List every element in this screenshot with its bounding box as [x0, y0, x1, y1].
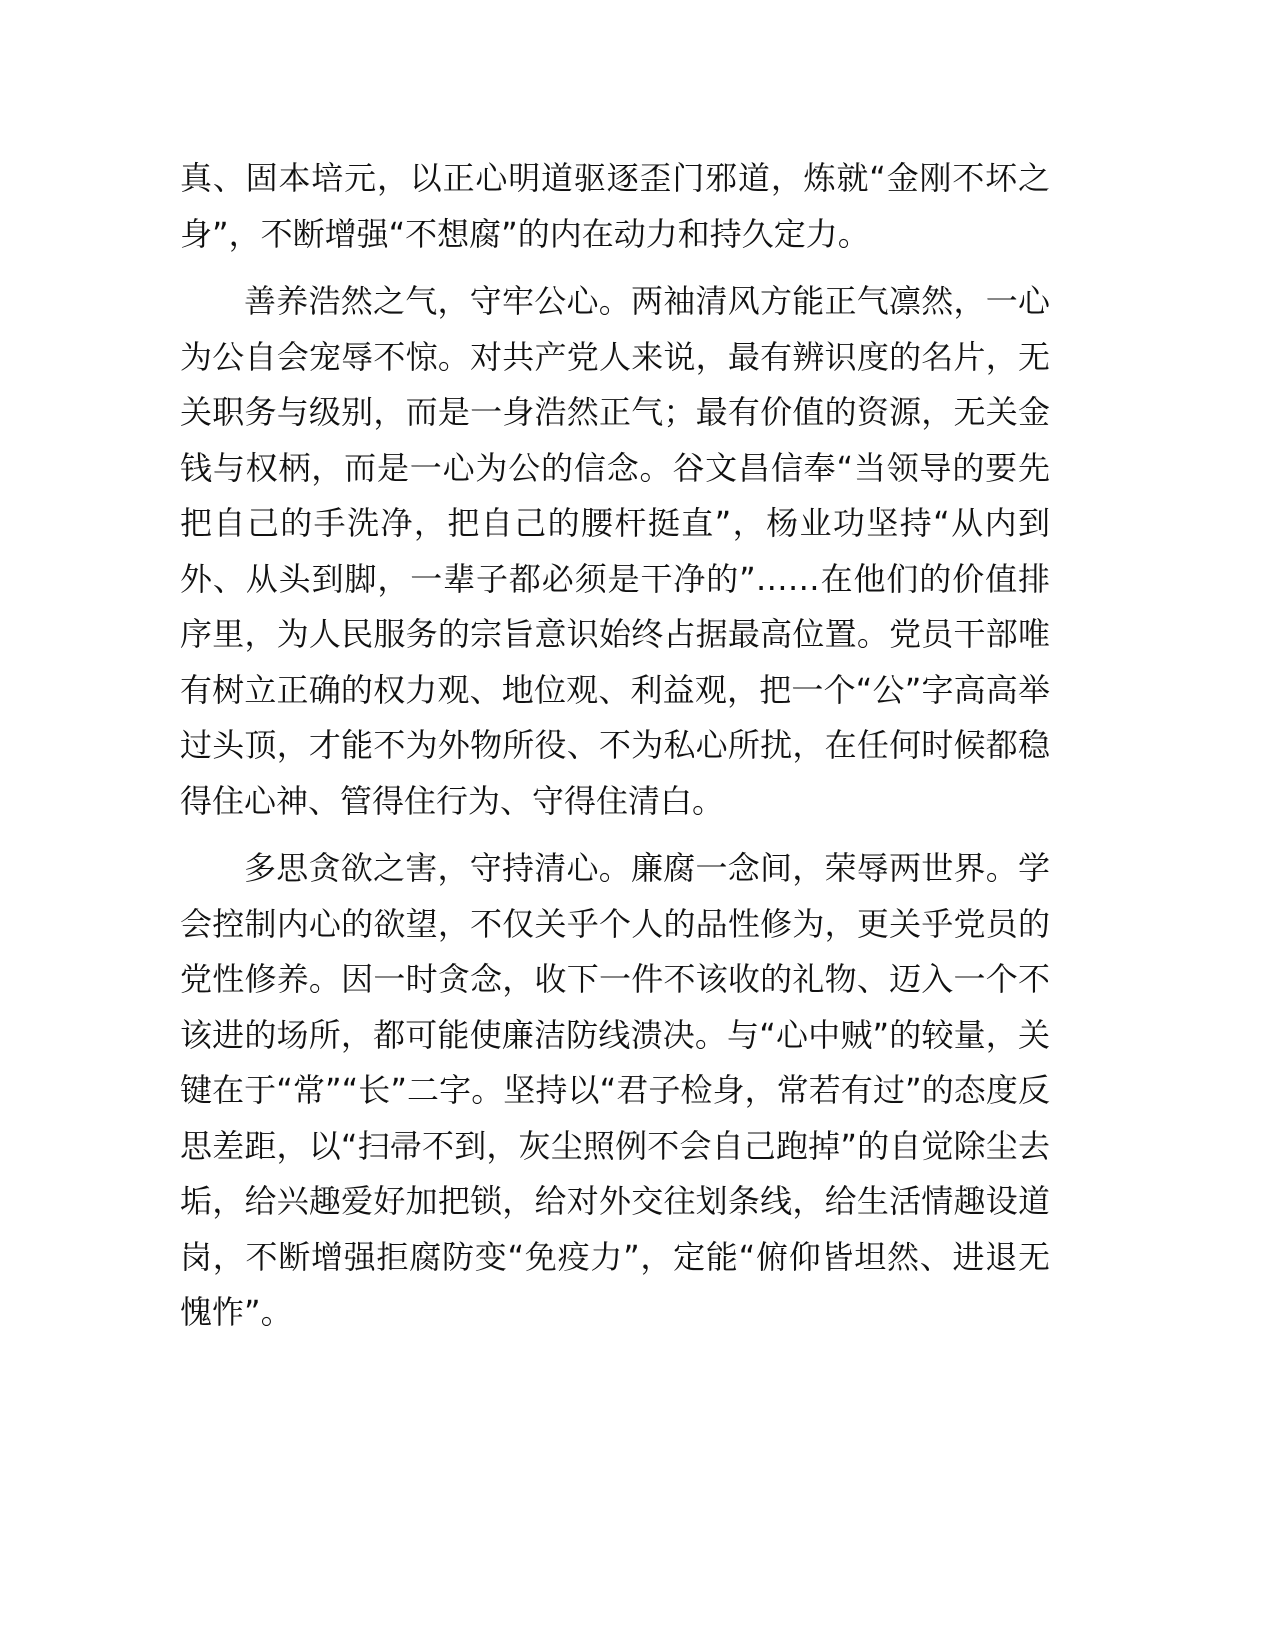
document-body: [180, 151, 1050, 1341]
paragraph-clear-mind: 多思贪欲之害，守持清心。廉腐一念间，荣辱两世界。学会控制内心的欲望，不仅关乎个人的品性修为，更关乎党员的党性修养。因一时贪念，收下一件不该收的礼物、迈入一个不该进的场所，都可能使廉洁防线溃决。与“心中贼”的较量，关键在于“常”“长”二字。坚持以“君子检身，常若有过”的态度反思差距，以“扫帚不到，灰尘照例不会自己跑掉”的自觉除尘去垢，给兴趣爱好加把锁，给对外交往划条线，给生活情趣设道岗，不断增强拒腐防变“免疫力”，定能“俯仰皆坦然、进退无愧怍”。: [180, 849, 1050, 1331]
paragraph-continued: 真、固本培元，以正心明道驱逐歪门邪道，炼就“金刚不坏之身”，不断增强“不想腐”的内在动力和持久定力。: [180, 159, 1050, 253]
paragraph-public-mind: 善养浩然之气，守牢公心。两袖清风方能正气凛然，一心为公自会宠辱不惊。对共产党人来说，最有辨识度的名片，无关职务与级别，而是一身浩然正气；最有价值的资源，无关金钱与权柄，而是一心为公的信念。谷文昌信奉“当领导的要先把自己的手洗净，把自己的腰杆挺直”，杨业功坚持“从内到外、从头到脚，一辈子都必须是干净的”……在他们的价值排序里，为人民服务的宗旨意识始终占据最高位置。党员干部唯有树立正确的权力观、地位观、利益观，把一个“公”字高高举过头顶，才能不为外物所役、不为私心所扰，在任何时候都稳得住心神、管得住行为、守得住清白。: [180, 282, 1050, 820]
